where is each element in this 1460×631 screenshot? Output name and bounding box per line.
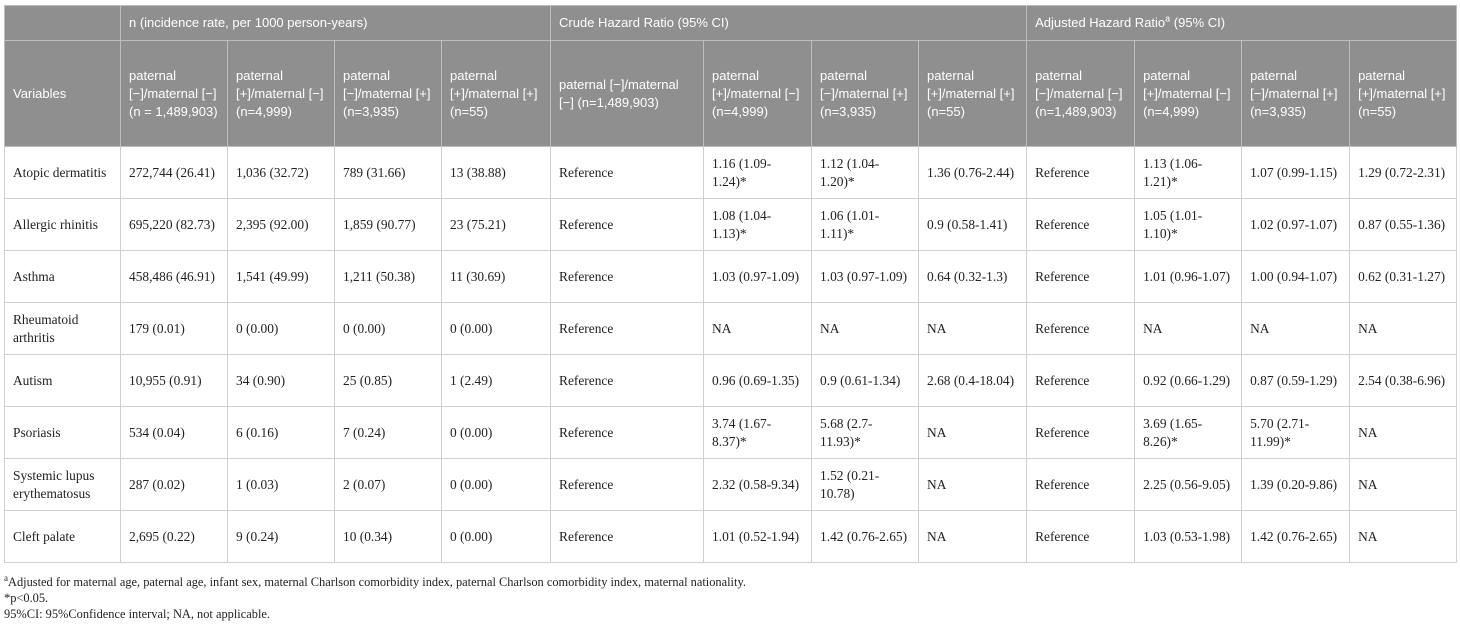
table-cell: 0 (0.00) — [335, 303, 442, 355]
table-cell: NA — [1350, 459, 1457, 511]
header-variables: Variables — [5, 41, 121, 147]
table-cell: 2 (0.07) — [335, 459, 442, 511]
table-cell: 1.52 (0.21-10.78) — [812, 459, 919, 511]
header-group-row — [5, 6, 1457, 41]
header-adjusted-col: paternal [−]/maternal [+] (n=3,935) — [1242, 41, 1350, 147]
table-cell: 2.32 (0.58-9.34) — [704, 459, 812, 511]
table-cell: NA — [1350, 303, 1457, 355]
table-cell: 1,211 (50.38) — [335, 251, 442, 303]
table-cell: 2,395 (92.00) — [228, 199, 335, 251]
footnote-a-marker: a — [4, 572, 8, 583]
table-cell: Reference — [551, 459, 704, 511]
footnote-significance: *p<0.05. — [4, 591, 49, 605]
table-cell: 0 (0.00) — [228, 303, 335, 355]
table-cell: Reference — [551, 251, 704, 303]
footnote-marker-a: a — [1165, 13, 1171, 24]
table-cell: 0.9 (0.58-1.41) — [919, 199, 1027, 251]
table-cell: Reference — [1027, 459, 1135, 511]
table-cell: Reference — [1027, 199, 1135, 251]
hazard-ratio-table-container — [4, 5, 1456, 563]
table-cell: Reference — [551, 511, 704, 563]
table-cell: NA — [919, 407, 1027, 459]
table-cell: 1.01 (0.96-1.07) — [1135, 251, 1242, 303]
table-cell: 1,859 (90.77) — [335, 199, 442, 251]
table-header — [5, 6, 1457, 147]
table-cell: NA — [919, 303, 1027, 355]
table-cell: 1,541 (49.99) — [228, 251, 335, 303]
header-crude-col: paternal [−]/maternal [−] (n=1,489,903) — [551, 41, 704, 147]
header-column-row — [5, 41, 1457, 147]
header-adjusted-label: Adjusted Hazard Ratio — [1035, 15, 1166, 30]
table-cell: 0 (0.00) — [442, 459, 551, 511]
table-cell: 0 (0.00) — [442, 303, 551, 355]
table-cell: 0.64 (0.32-1.3) — [919, 251, 1027, 303]
variable-name-cell: Allergic rhinitis — [5, 199, 121, 251]
footnote-abbreviations: 95%CI: 95%Confidence interval; NA, not applicable. — [4, 607, 270, 621]
table-cell: 2.68 (0.4-18.04) — [919, 355, 1027, 407]
table-cell: 1.05 (1.01-1.10)* — [1135, 199, 1242, 251]
table-cell: 1 (2.49) — [442, 355, 551, 407]
header-incidence-col: paternal [+]/maternal [+] (n=55) — [442, 41, 551, 147]
table-cell: 1 (0.03) — [228, 459, 335, 511]
header-crude-col: paternal [+]/maternal [−] (n=4,999) — [704, 41, 812, 147]
table-cell: 3.74 (1.67-8.37)* — [704, 407, 812, 459]
table-cell: NA — [919, 459, 1027, 511]
table-cell: 1.39 (0.20-9.86) — [1242, 459, 1350, 511]
header-adjusted-ci: (95% CI) — [1170, 15, 1226, 30]
table-cell: 272,744 (26.41) — [121, 147, 228, 199]
table-cell: 1.29 (0.72-2.31) — [1350, 147, 1457, 199]
table-cell: Reference — [551, 147, 704, 199]
table-cell: 287 (0.02) — [121, 459, 228, 511]
variable-name-cell: Asthma — [5, 251, 121, 303]
variable-name-cell: Rheumatoid arthritis — [5, 303, 121, 355]
header-crude-col: paternal [+]/maternal [+] (n=55) — [919, 41, 1027, 147]
table-cell: 0.92 (0.66-1.29) — [1135, 355, 1242, 407]
table-cell: 1.36 (0.76-2.44) — [919, 147, 1027, 199]
table-cell: 2.54 (0.38-6.96) — [1350, 355, 1457, 407]
header-incidence-group: n (incidence rate, per 1000 person-years) — [121, 6, 551, 41]
table-cell: Reference — [551, 199, 704, 251]
table-cell: 789 (31.66) — [335, 147, 442, 199]
table-cell: 3.69 (1.65-8.26)* — [1135, 407, 1242, 459]
table-cell: 1.03 (0.53-1.98) — [1135, 511, 1242, 563]
table-row — [5, 511, 1457, 563]
table-cell: 0.87 (0.55-1.36) — [1350, 199, 1457, 251]
table-cell: 458,486 (46.91) — [121, 251, 228, 303]
table-cell: 0.96 (0.69-1.35) — [704, 355, 812, 407]
table-cell: 1.12 (1.04-1.20)* — [812, 147, 919, 199]
table-cell: 0.87 (0.59-1.29) — [1242, 355, 1350, 407]
table-cell: Reference — [1027, 147, 1135, 199]
header-adjusted-col: paternal [+]/maternal [−] (n=4,999) — [1135, 41, 1242, 147]
table-cell: 13 (38.88) — [442, 147, 551, 199]
table-cell: 695,220 (82.73) — [121, 199, 228, 251]
table-cell: 0 (0.00) — [442, 407, 551, 459]
table-cell: NA — [704, 303, 812, 355]
table-body — [5, 147, 1457, 563]
table-cell: 1.42 (0.76-2.65) — [1242, 511, 1350, 563]
variable-name-cell: Systemic lupus erythematosus — [5, 459, 121, 511]
table-cell: 1.07 (0.99-1.15) — [1242, 147, 1350, 199]
table-cell: 1.02 (0.97-1.07) — [1242, 199, 1350, 251]
variable-name-cell: Autism — [5, 355, 121, 407]
table-cell: NA — [1135, 303, 1242, 355]
table-cell: 0.9 (0.61-1.34) — [812, 355, 919, 407]
table-cell: 7 (0.24) — [335, 407, 442, 459]
table-cell: Reference — [1027, 303, 1135, 355]
table-row — [5, 303, 1457, 355]
header-crude-group: Crude Hazard Ratio (95% CI) — [551, 6, 1027, 41]
table-cell: Reference — [1027, 355, 1135, 407]
table-cell: 2.25 (0.56-9.05) — [1135, 459, 1242, 511]
table-cell: 25 (0.85) — [335, 355, 442, 407]
header-adjusted-group — [1027, 6, 1457, 41]
table-cell: 0.62 (0.31-1.27) — [1350, 251, 1457, 303]
table-cell: 1.16 (1.09-1.24)* — [704, 147, 812, 199]
header-crude-col: paternal [−]/maternal [+] (n=3,935) — [812, 41, 919, 147]
table-cell: NA — [919, 511, 1027, 563]
table-cell: Reference — [551, 303, 704, 355]
table-cell: 10,955 (0.91) — [121, 355, 228, 407]
table-row — [5, 147, 1457, 199]
variable-name-cell: Cleft palate — [5, 511, 121, 563]
table-cell: 1.01 (0.52-1.94) — [704, 511, 812, 563]
table-cell: Reference — [551, 407, 704, 459]
table-cell: NA — [812, 303, 919, 355]
header-incidence-col: paternal [+]/maternal [−] (n=4,999) — [228, 41, 335, 147]
table-row — [5, 355, 1457, 407]
header-blank — [5, 6, 121, 41]
table-cell: 9 (0.24) — [228, 511, 335, 563]
table-cell: 5.70 (2.71-11.99)* — [1242, 407, 1350, 459]
footnote-adjusted — [4, 574, 1456, 590]
table-cell: 6 (0.16) — [228, 407, 335, 459]
table-cell: NA — [1242, 303, 1350, 355]
table-row — [5, 251, 1457, 303]
header-adjusted-col: paternal [−]/maternal [−] (n=1,489,903) — [1027, 41, 1135, 147]
table-row — [5, 199, 1457, 251]
variable-name-cell: Atopic dermatitis — [5, 147, 121, 199]
table-cell: 1,036 (32.72) — [228, 147, 335, 199]
table-cell: NA — [1350, 511, 1457, 563]
header-incidence-col: paternal [−]/maternal [+] (n=3,935) — [335, 41, 442, 147]
table-row — [5, 459, 1457, 511]
table-cell: 534 (0.04) — [121, 407, 228, 459]
table-cell: Reference — [1027, 407, 1135, 459]
table-cell: 1.03 (0.97-1.09) — [812, 251, 919, 303]
table-cell: 1.06 (1.01-1.11)* — [812, 199, 919, 251]
table-cell: 5.68 (2.7-11.93)* — [812, 407, 919, 459]
table-cell: 179 (0.01) — [121, 303, 228, 355]
table-cell: 2,695 (0.22) — [121, 511, 228, 563]
table-cell: 11 (30.69) — [442, 251, 551, 303]
table-cell: 23 (75.21) — [442, 199, 551, 251]
footnote-a-text: Adjusted for maternal age, paternal age, infant sex, maternal Charlson comorbidity index, paternal Charlson comorbidity index, maternal nationality. — [8, 575, 746, 589]
table-cell: 0 (0.00) — [442, 511, 551, 563]
table-cell: 1.00 (0.94-1.07) — [1242, 251, 1350, 303]
table-cell: 1.13 (1.06-1.21)* — [1135, 147, 1242, 199]
hazard-ratio-table — [4, 5, 1457, 563]
table-cell: Reference — [1027, 511, 1135, 563]
table-cell: 34 (0.90) — [228, 355, 335, 407]
table-cell: 10 (0.34) — [335, 511, 442, 563]
table-cell: 1.03 (0.97-1.09) — [704, 251, 812, 303]
table-cell: Reference — [551, 355, 704, 407]
table-cell: 1.08 (1.04-1.13)* — [704, 199, 812, 251]
table-row — [5, 407, 1457, 459]
variable-name-cell: Psoriasis — [5, 407, 121, 459]
header-incidence-col: paternal [−]/maternal [−] (n = 1,489,903) — [121, 41, 228, 147]
table-cell: Reference — [1027, 251, 1135, 303]
table-footnotes — [4, 574, 1456, 622]
header-adjusted-col: paternal [+]/maternal [+] (n=55) — [1350, 41, 1457, 147]
table-cell: 1.42 (0.76-2.65) — [812, 511, 919, 563]
table-cell: NA — [1350, 407, 1457, 459]
